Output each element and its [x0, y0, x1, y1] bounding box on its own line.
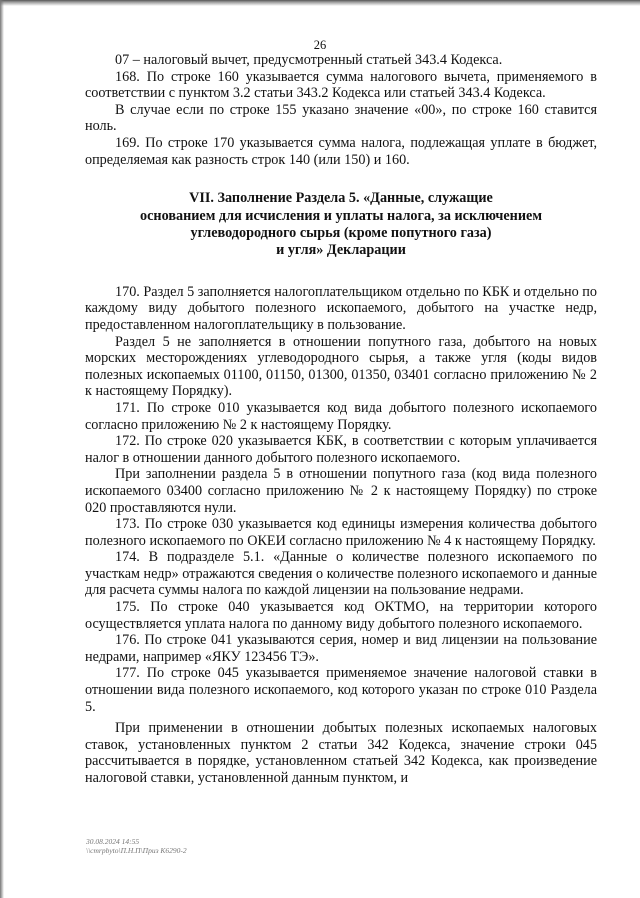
paragraph: 171. По строке 010 указывается код вида добытого полезного ископаемого согласно приложению № 2 к настоящему Порядку. — [85, 399, 597, 433]
document-body — [85, 52, 597, 787]
paragraph: При заполнении раздела 5 в отношении попутного газа (код вида полезного ископаемого 03400 согласно приложению № 2 к настоящему Порядку) по строке 020 проставляются нули. — [85, 466, 597, 516]
paragraph: 176. По строке 041 указываются серия, номер и вид лицензии на пользование недрами, например «ЯКУ 123456 ТЭ». — [85, 632, 597, 665]
heading-line: и угля» Декларации — [276, 242, 406, 259]
paragraph: В случае если по строке 155 указано значение «00», по строке 160 ставится ноль. — [85, 101, 597, 135]
paragraph: 173. По строке 030 указывается код единицы измерения количества добытого полезного ископаемого по ОКЕИ согласно приложению № 4 к настоящему Порядку. — [85, 516, 597, 549]
paragraph: При применении в отношении добытых полезных ископаемых налоговых ставок, установленных пунктом 2 статьи 342 Кодекса, значение строки 045 рассчитывается в порядке, установленном статьей 342 Кодекса, как произведение налоговой ставки, установленной данным пунктом, и — [85, 720, 597, 786]
paragraph: 170. Раздел 5 заполняется налогоплательщиком отдельно по КБК и отдельно по каждому виду добытого полезного ископаемого, добытого на участке недр, предоставленном налогоплательщику в пользование. — [85, 283, 597, 333]
heading-line: основанием для исчисления и уплаты налога, за исключением — [140, 207, 542, 224]
footer-timestamp: 30.08.2024 14:55 — [86, 837, 140, 846]
paragraph: 169. По строке 170 указывается сумма налога, подлежащая уплате в бюджет, определяемая как разность строк 140 (или 150) и 160. — [85, 134, 597, 168]
footer-stamp — [86, 837, 187, 855]
paragraph: 172. По строке 020 указывается КБК, в соответствии с которым уплачивается налог в отношении данного добытого полезного ископаемого. — [85, 433, 597, 466]
heading-line: VII. Заполнение Раздела 5. «Данные, служащие — [189, 190, 493, 207]
paragraph: 174. В подразделе 5.1. «Данные о количестве полезного ископаемого по участкам недр» отражаются сведения о количестве полезного ископаемого и данные для расчета суммы налога по каждой лицензии на пользование недрами. — [85, 549, 597, 599]
heading-line: углеводородного сырья (кроме попутного газа) — [190, 224, 492, 241]
paragraph: 168. По строке 160 указывается сумма налогового вычета, применяемого в соответствии с пунктом 3.2 статьи 343.2 Кодекса или статьей 343.4 Кодекса. — [85, 68, 597, 102]
paragraph: 07 – налоговый вычет, предусмотренный статьей 343.4 Кодекса. — [115, 52, 503, 68]
page-number: 26 — [313, 38, 327, 52]
paragraph: 177. По строке 045 указывается применяемое значение налоговой ставки в отношении вида полезного ископаемого, код которого указан по строке 010 Раздела 5. — [85, 665, 597, 715]
scan-edge-left — [0, 0, 4, 898]
footer-filepath: \\cmrpbyto\П.Н.П\Приз К6290-2 — [86, 846, 187, 855]
paragraph: 175. По строке 040 указывается код ОКТМО, на территории которого осуществляется уплата налога по данному виду добытого полезного ископаемого. — [85, 599, 597, 632]
paragraph: Раздел 5 не заполняется в отношении попутного газа, добытого на новых морских месторождениях углеводородного сырья, а также угля (коды видов полезных ископаемых 01100, 01150, 01300, 01350, 03401 согласно приложению № 2 к настоящему Порядку). — [85, 333, 597, 400]
section-heading — [85, 190, 597, 260]
scan-edge-top — [0, 0, 640, 6]
